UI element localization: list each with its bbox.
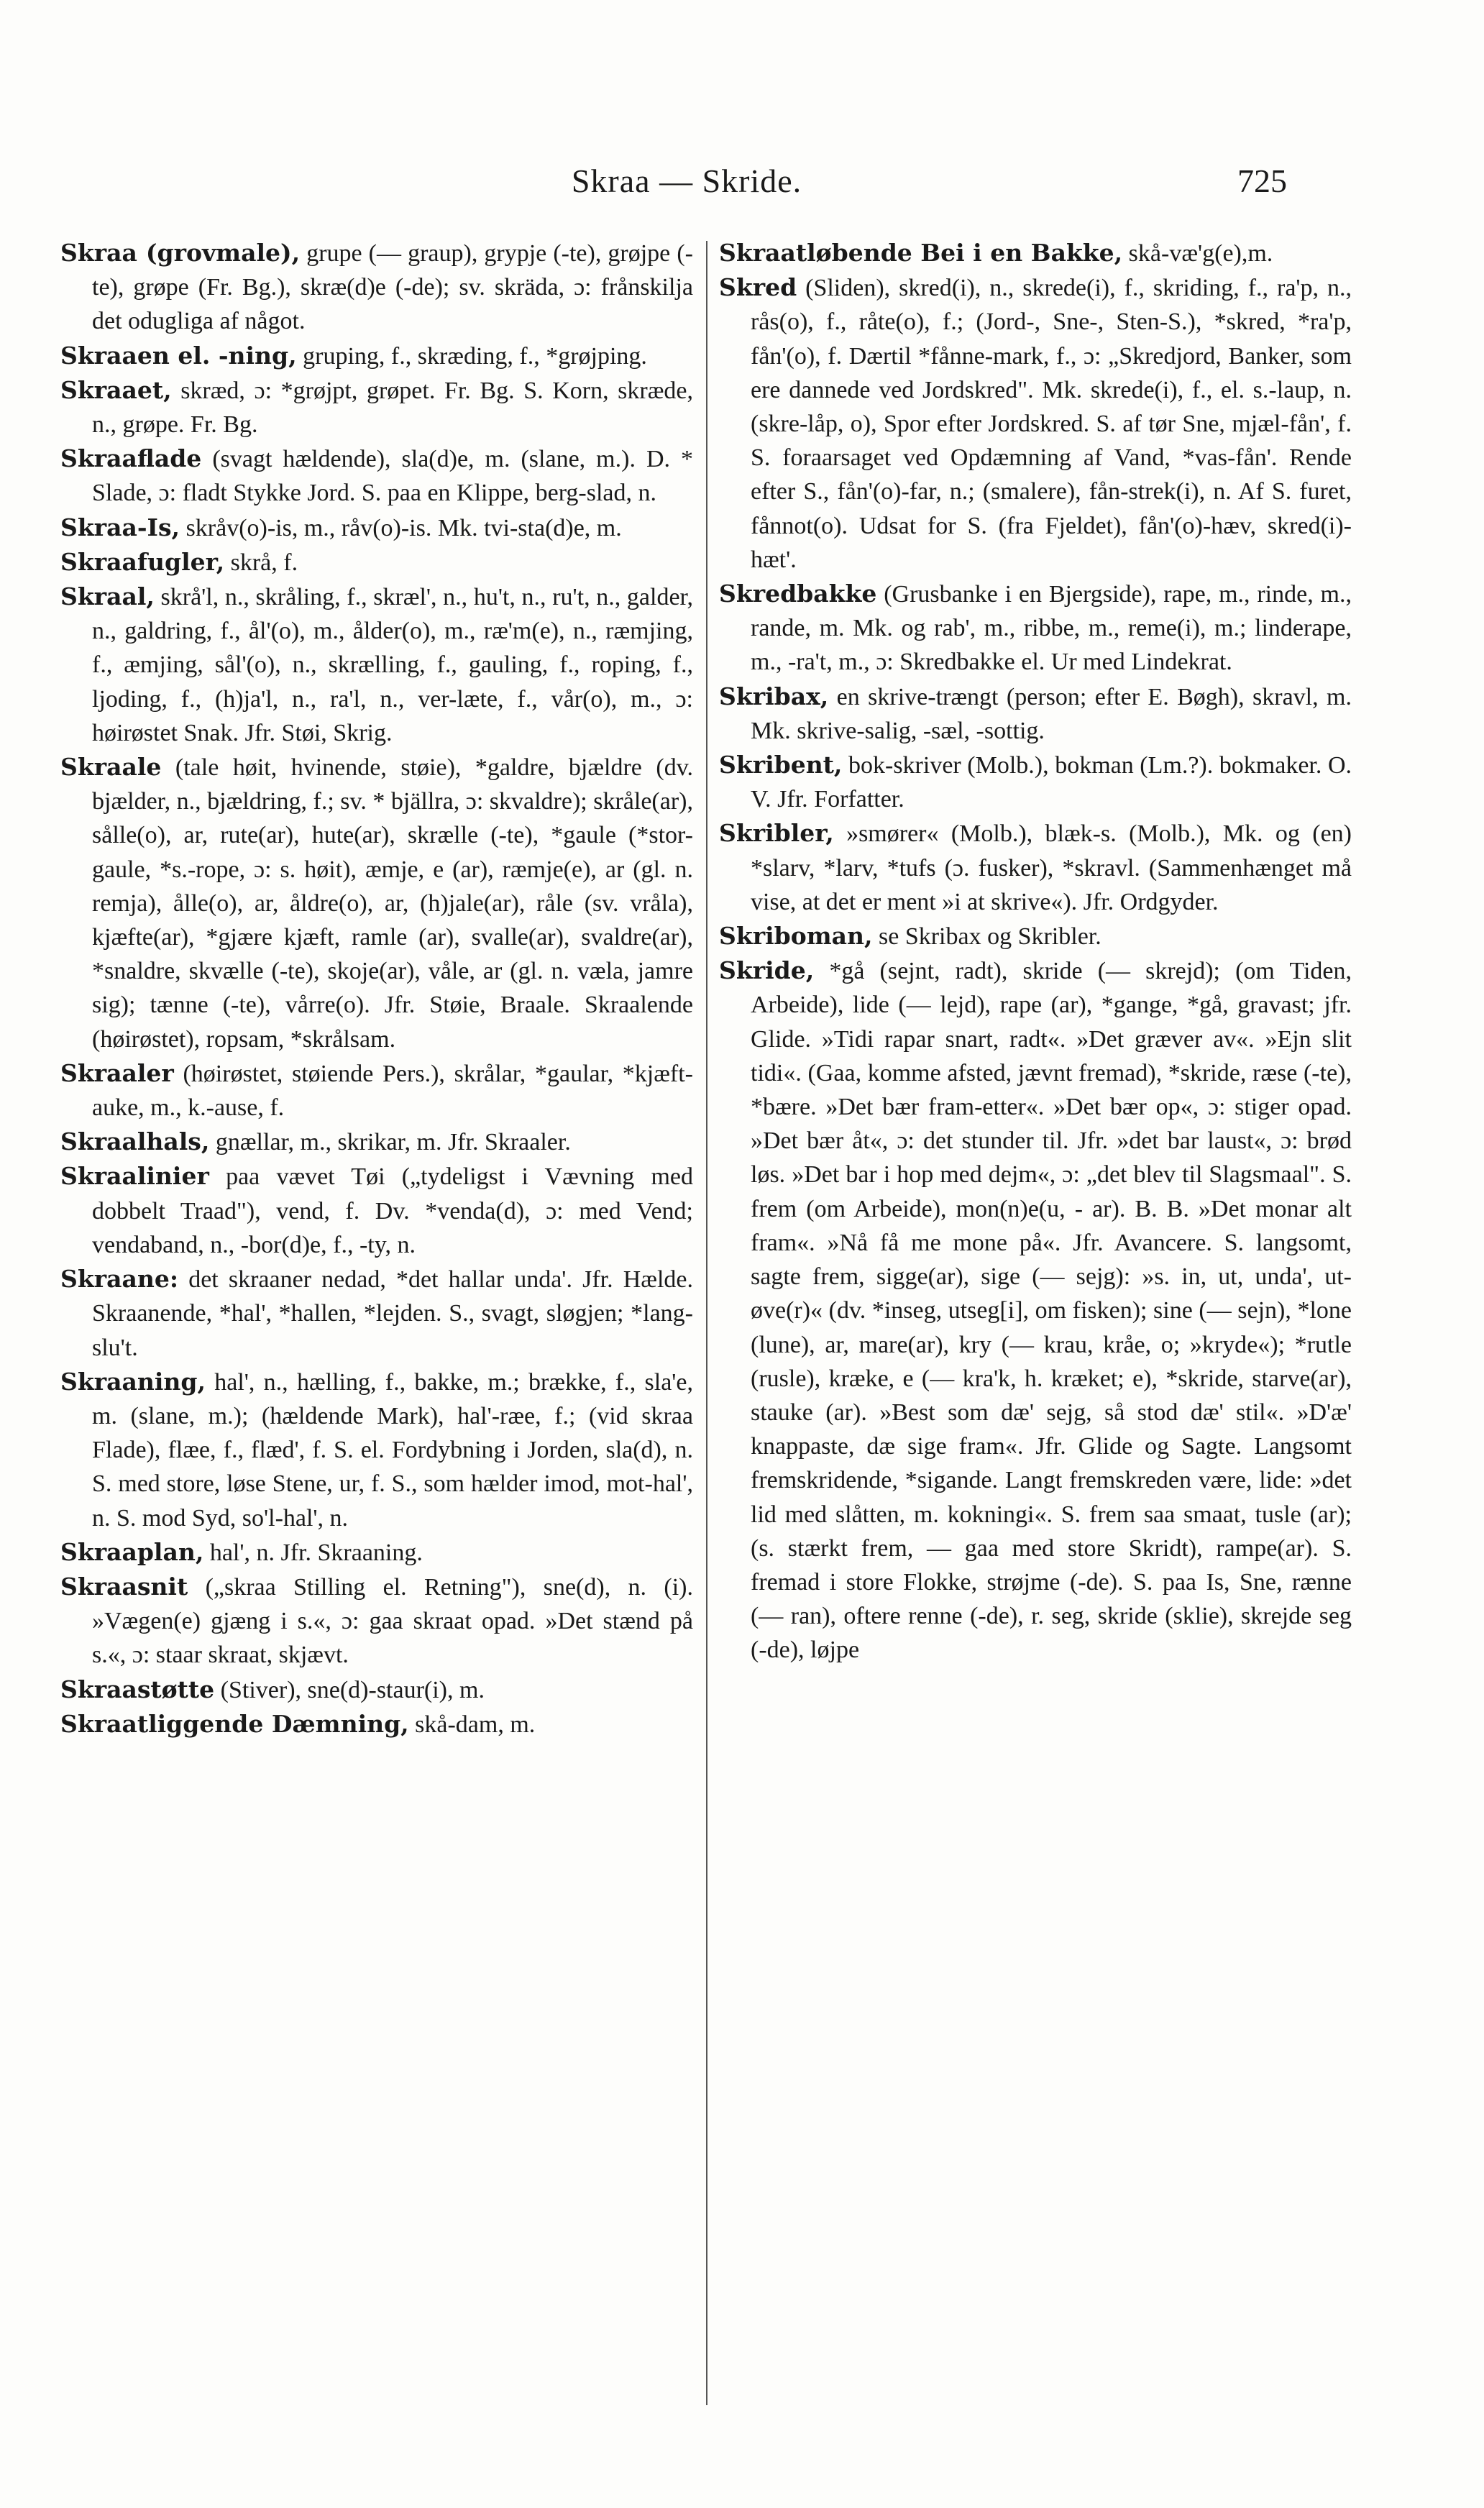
dictionary-entry [60, 441, 693, 510]
dictionary-entry [60, 1262, 693, 1365]
dictionary-entry [60, 1570, 693, 1672]
entry-definition: »smører« (Molb.), blæk-s. (Molb.), Mk. og (en) *slarv, *larv, *tufs (ɔ. fusker), *skravl. (Sammenhænget må vise, at det er ment »i at skrive«). Jfr. Ordgyder. [751, 820, 1352, 915]
dictionary-entry [719, 679, 1352, 748]
entry-definition: skråv(o)-is, m., råv(o)-is. Mk. tvi-sta(d)e, m. [186, 514, 622, 541]
dictionary-entry [719, 816, 1352, 919]
entry-definition: bok-skriver (Molb.), bokman (Lm.?). bokmaker. O. V. Jfr. Forfatter. [751, 752, 1352, 813]
column-divider [706, 241, 707, 2405]
entry-definition: (svagt hældende), sla(d)e, m. (slane, m.). D. * Slade, ɔ: fladt Stykke Jord. S. paa en Klippe, berg-slad, n. [92, 446, 693, 507]
entry-headword: Skraaning, [60, 1367, 206, 1396]
right-column [719, 236, 1352, 2436]
entry-headword: Skraa (grovmale), [60, 239, 301, 267]
entry-headword: Skraane: [60, 1265, 179, 1294]
entry-definition: skå-dam, m. [415, 1711, 536, 1738]
entry-headword: Skriboman, [719, 922, 873, 951]
entry-headword: Skredbakke [719, 580, 877, 608]
entry-definition: skå-væ'g(e),m. [1128, 240, 1273, 267]
entry-definition: skræd, ɔ: *grøjpt, grøpet. Fr. Bg. S. Korn, skræde, n., grøpe. Fr. Bg. [92, 377, 693, 439]
dictionary-entry [60, 339, 693, 373]
running-head: Skraa — Skride. [571, 163, 802, 199]
entry-headword: Skraaen el. -ning, [60, 341, 297, 370]
entry-headword: Skraafugler, [60, 547, 225, 576]
page-header [93, 162, 1287, 212]
entry-headword: Skraale [60, 753, 162, 782]
entry-definition: skrå'l, n., skråling, f., skræl', n., hu't, n., ru't, n., galder, n., galdring, f., ål'(o), m., ålder(o), m., ræ'm(e), n., ræmjing, f., æmjing, sål'(o), n., skrælling, f., gauling, f., roping, f., ljoding, f., (h)ja'l, n., ra'l, n., ver-læte, f., vår(o), m., ɔ: høirøstet Snak. Jfr. Støi, Skrig. [92, 584, 693, 746]
dictionary-entry [60, 1707, 693, 1742]
entry-definition: („skraa Stilling el. Retning"), sne(d), n. (i). »Vægen(e) gjæng i s.«, ɔ: gaa skraat opad. »Det stænd på s.«, ɔ: staar skraat, skjævt. [92, 1573, 693, 1669]
entry-headword: Skraastøtte [60, 1675, 215, 1703]
dictionary-entry [719, 748, 1352, 816]
dictionary-entry [719, 236, 1352, 270]
entry-definition: paa vævet Tøi („tydeligst i Vævning med dobbelt Traad"), vend, f. Dv. *venda(d), ɔ: med Vend; vendaband, n., -bor(d)e, f., -ty, n. [92, 1163, 693, 1258]
entry-definition: (tale høit, hvinende, støie), *galdre, bjældre (dv. bjælder, n., bjældring, f.; sv. * bjällra, ɔ: skvaldre); skråle(ar), sålle(o), ar, rute(ar), hute(ar), skrælle (-te), *gaule (*stor-gaule, *s.-rope, ɔ: s. høit), æmje, e (ar), ræmje(e), ar (gl. n. remja), ålle(o), ar, åldre(o), ar, (h)jale(ar), råle (sv. vråla), kjæfte(ar), *gjære kjæft, ramle (ar), svalle(ar), svaldre(ar), *snaldre, skvælle (-te), skoje(ar), våle, ar (gl. n. væla, jamre sig); tænne (-te), vårre(o). Jfr. Støie, Braale. Skraalende (høirøstet), ropsam, *skrålsam. [92, 754, 693, 1053]
entry-headword: Skraa-Is, [60, 513, 180, 541]
dictionary-entry [719, 270, 1352, 577]
dictionary-entry [60, 580, 693, 750]
entry-definition: en skrive-trængt (person; efter E. Bøgh), skravl, m. Mk. skrive-salig, -sæl, -sottig. [751, 683, 1352, 744]
dictionary-entry [719, 953, 1352, 1667]
entry-headword: Skraatliggende Dæmning, [60, 1709, 409, 1738]
dictionary-entry [60, 1125, 693, 1159]
dictionary-entry [60, 1672, 693, 1707]
dictionary-entry [60, 1535, 693, 1570]
entry-definition: gnællar, m., skrikar, m. Jfr. Skraaler. [215, 1129, 571, 1156]
dictionary-entry [60, 236, 693, 339]
entry-definition: gruping, f., skræding, f., *grøjping. [303, 342, 647, 370]
entry-definition: hal', n., hælling, f., bakke, m.; brække, f., sla'e, m. (slane, m.); (hældende Mark), hal'-ræe, f.; (vid skraa Flade), flæe, f., flæd', f. S. el. Fordybning i Jorden, sla(d), n. S. med store, løse Stene, ur, f. S., som hælder imod, mot-hal', n. S. mod Syd, so'l-hal', n. [92, 1368, 693, 1532]
entry-definition: (Sliden), skred(i), n., skrede(i), f., skriding, f., ra'p, n., rås(o), f., råte(o), f.; (Jord-, Sne-, Sten-S.), *skred, *ra'p, fån'(o), f. Dærtil *fånne-mark, f., ɔ: „Skredjord, Banker, som ere dannede ved Jordskred". Mk. skrede(i), f., el. s.-laup, n. (skre-låp, o), Spor efter Jordskred. S. af tør Sne, mjæl-fån', f. S. foraarsaget ved Opdæmning af Vand, *vas-fån'. Rende efter S., fån'(o)-far, n.; (smalere), fån-strek(i), n. Af S. furet, fånnot(o). Udsat for S. (fra Fjeldet), fån'(o)-hæv, skred(i)-hæt'. [751, 275, 1352, 573]
dictionary-entry [60, 1159, 693, 1262]
entry-definition: det skraaner nedad, *det hallar unda'. Jfr. Hælde. Skraanende, *hal', *hallen, *lejden. S., svagt, sløgjen; *lang-slu't. [92, 1266, 693, 1361]
left-column [60, 236, 693, 2436]
dictionary-entry [60, 1365, 693, 1535]
entry-headword: Skraalhals, [60, 1127, 210, 1156]
entry-definition: skrå, f. [230, 549, 298, 576]
dictionary-entry [60, 373, 693, 441]
entry-headword: Skraatløbende Bei i en Bakke, [719, 239, 1123, 267]
dictionary-entry [60, 511, 693, 545]
dictionary-entry [719, 919, 1352, 953]
entry-headword: Skride, [719, 956, 815, 985]
entry-definition: se Skribax og Skribler. [879, 923, 1101, 951]
dictionary-entry [60, 1056, 693, 1125]
entry-headword: Skraasnit [60, 1572, 188, 1601]
dictionary-entry [719, 577, 1352, 679]
dictionary-entry [60, 545, 693, 580]
entry-definition: (Stiver), sne(d)-staur(i), m. [220, 1676, 485, 1703]
entry-definition: grupe (— graup), grypje (-te), grøjpe (-te), grøpe (Fr. Bg.), skræ(d)e (-de); sv. skräda, ɔ: frånskilja det odugliga af något. [92, 240, 693, 335]
page-number: 725 [1237, 163, 1287, 199]
entry-headword: Skraal, [60, 582, 155, 611]
entry-headword: Skribent, [719, 751, 843, 779]
entry-headword: Skraalinier [60, 1162, 209, 1191]
entry-definition: hal', n. Jfr. Skraaning. [209, 1539, 423, 1566]
entry-headword: Skraaflade [60, 444, 202, 473]
entry-headword: Skraaler [60, 1058, 174, 1087]
entry-headword: Skribler, [719, 819, 834, 848]
entry-definition: (høirøstet, støiende Pers.), skrålar, *gaular, *kjæft-auke, m., k.-ause, f. [92, 1060, 693, 1122]
dictionary-entry [60, 750, 693, 1056]
entry-headword: Skraaet, [60, 375, 172, 404]
entry-headword: Skraaplan, [60, 1537, 204, 1566]
entry-headword: Skred [719, 273, 797, 302]
entry-definition: (Grusbanke i en Bjergside), rape, m., rinde, m., rande, m. Mk. og rab', m., ribbe, m., reme(i), m.; linderape, m., -ra't, m., ɔ: Skredbakke el. Ur med Lindekrat. [751, 581, 1352, 676]
entry-headword: Skribax, [719, 682, 829, 710]
entry-definition: *gå (sejnt, radt), skride (— skrejd); (om Tiden, Arbeide), lide (— lejd), rape (ar), *gange, *gå, gravast; jfr. Glide. »Tidi rapar snart, radt«. »Det græver av«. »Ejn slit tidi«. (Gaa, komme afsted, jævnt fremad), *skride, ræse (-te), *bære. »Det bær fram-etter«. »Det bær op«, ɔ: stiger opad. »Det bær åt«, ɔ: det stunder til. Jfr. »det bar laust«, ɔ: brød løs. »Det bar i hop med dejm«, ɔ: „det blev til Slagsmaal". S. frem (om Arbeide), mon(n)e(u, - ar). B. B. »Det monar alt fram«. »Nå få me mone på«. Jfr. Avancere. S. langsomt, sagte frem, sigge(ar), sige (— sejg): »s. in, ut, unda', ut-øve(r)« (dv. *inseg, utseg[i], om fisken); sine (— sejn), *lone (lune), ar, mare(ar), kry (— krau, kråe, o; »kryde«); *rutle (rusle), kræke, e (— kra'k, h. kræket; e), *skride, starve(ar), stauke (ar). »Best som dæ' sejg, så stod dæ' stil«. »D'æ' knappaste, dæ sige fram«. Jfr. Glide og Sagte. Langsomt fremskridende, *sigande. Langt fremskreden være, lide: »det lid med slåtten, m. kokningi«. S. frem saa smaat, tusle (ar); (s. stærkt frem, — gaa med store Skridt), rampe(ar). S. fremad i store Flokke, strøjme (-de). S. paa Is, Sne, rænne (— ran), oftere renne (-de), r. seg, skride (sklie), skrejde seg (-de), løjpe [751, 958, 1352, 1664]
